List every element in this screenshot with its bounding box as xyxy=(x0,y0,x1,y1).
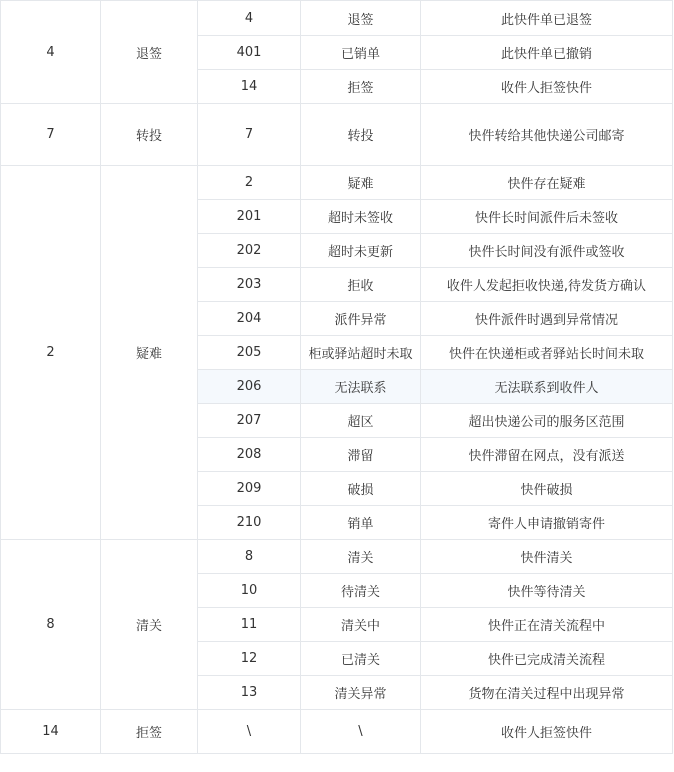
description-cell: 快件清关 xyxy=(421,540,673,574)
description-cell: 寄件人申请撤销寄件 xyxy=(421,506,673,540)
table-row xyxy=(1,710,673,754)
table-row xyxy=(1,104,673,166)
sub-code-cell: \ xyxy=(198,710,301,754)
sub-code-cell: 12 xyxy=(198,642,301,676)
sub-name-cell: 退签 xyxy=(301,1,421,36)
status-name-cell: 拒签 xyxy=(101,710,198,754)
sub-code-cell: 14 xyxy=(198,70,301,104)
sub-name-cell: 滞留 xyxy=(301,438,421,472)
sub-name-cell: 破损 xyxy=(301,472,421,506)
sub-name-cell: 派件异常 xyxy=(301,302,421,336)
sub-code-cell: 2 xyxy=(198,166,301,200)
description-cell: 此快件单已撤销 xyxy=(421,36,673,70)
sub-code-cell: 10 xyxy=(198,574,301,608)
description-cell: 快件破损 xyxy=(421,472,673,506)
sub-code-cell: 204 xyxy=(198,302,301,336)
status-name-cell: 清关 xyxy=(101,540,198,710)
description-cell: 货物在清关过程中出现异常 xyxy=(421,676,673,710)
sub-code-cell: 207 xyxy=(198,404,301,438)
status-name-cell: 转投 xyxy=(101,104,198,166)
sub-code-cell: 202 xyxy=(198,234,301,268)
description-cell: 快件长时间没有派件或签收 xyxy=(421,234,673,268)
description-cell: 收件人发起拒收快递,待发货方确认 xyxy=(421,268,673,302)
sub-name-cell: 疑难 xyxy=(301,166,421,200)
description-cell: 快件转给其他快递公司邮寄 xyxy=(421,104,673,166)
sub-name-cell: 无法联系 xyxy=(301,370,421,404)
sub-code-cell: 8 xyxy=(198,540,301,574)
sub-name-cell: 已销单 xyxy=(301,36,421,70)
description-cell: 此快件单已退签 xyxy=(421,1,673,36)
sub-code-cell: 11 xyxy=(198,608,301,642)
sub-code-cell: 203 xyxy=(198,268,301,302)
description-cell: 快件派件时遇到异常情况 xyxy=(421,302,673,336)
description-cell: 快件已完成清关流程 xyxy=(421,642,673,676)
sub-name-cell: 销单 xyxy=(301,506,421,540)
status-name-cell: 疑难 xyxy=(101,166,198,540)
sub-name-cell: 柜或驿站超时未取 xyxy=(301,336,421,370)
sub-name-cell: 清关中 xyxy=(301,608,421,642)
sub-name-cell: 转投 xyxy=(301,104,421,166)
status-code-cell: 2 xyxy=(1,166,101,540)
sub-name-cell: 清关 xyxy=(301,540,421,574)
description-cell: 快件滞留在网点，没有派送 xyxy=(421,438,673,472)
sub-code-cell: 401 xyxy=(198,36,301,70)
description-cell: 快件等待清关 xyxy=(421,574,673,608)
status-name-cell: 退签 xyxy=(101,1,198,104)
status-code-cell: 4 xyxy=(1,1,101,104)
status-table-body xyxy=(1,1,673,754)
sub-code-cell: 206 xyxy=(198,370,301,404)
sub-name-cell: 拒收 xyxy=(301,268,421,302)
sub-name-cell: \ xyxy=(301,710,421,754)
sub-code-cell: 4 xyxy=(198,1,301,36)
sub-code-cell: 208 xyxy=(198,438,301,472)
sub-name-cell: 超区 xyxy=(301,404,421,438)
description-cell: 收件人拒签快件 xyxy=(421,710,673,754)
sub-code-cell: 210 xyxy=(198,506,301,540)
table-row xyxy=(1,1,673,36)
description-cell: 超出快递公司的服务区范围 xyxy=(421,404,673,438)
table-row xyxy=(1,540,673,574)
status-code-cell: 14 xyxy=(1,710,101,754)
description-cell: 收件人拒签快件 xyxy=(421,70,673,104)
sub-name-cell: 超时未更新 xyxy=(301,234,421,268)
status-code-cell: 7 xyxy=(1,104,101,166)
sub-name-cell: 拒签 xyxy=(301,70,421,104)
sub-code-cell: 209 xyxy=(198,472,301,506)
description-cell: 快件正在清关流程中 xyxy=(421,608,673,642)
sub-code-cell: 201 xyxy=(198,200,301,234)
sub-code-cell: 13 xyxy=(198,676,301,710)
sub-code-cell: 205 xyxy=(198,336,301,370)
status-code-cell: 8 xyxy=(1,540,101,710)
description-cell: 快件长时间派件后未签收 xyxy=(421,200,673,234)
sub-name-cell: 清关异常 xyxy=(301,676,421,710)
description-cell: 快件存在疑难 xyxy=(421,166,673,200)
table-row xyxy=(1,166,673,200)
sub-name-cell: 已清关 xyxy=(301,642,421,676)
sub-name-cell: 超时未签收 xyxy=(301,200,421,234)
description-cell: 无法联系到收件人 xyxy=(421,370,673,404)
sub-name-cell: 待清关 xyxy=(301,574,421,608)
description-cell: 快件在快递柜或者驿站长时间未取 xyxy=(421,336,673,370)
sub-code-cell: 7 xyxy=(198,104,301,166)
